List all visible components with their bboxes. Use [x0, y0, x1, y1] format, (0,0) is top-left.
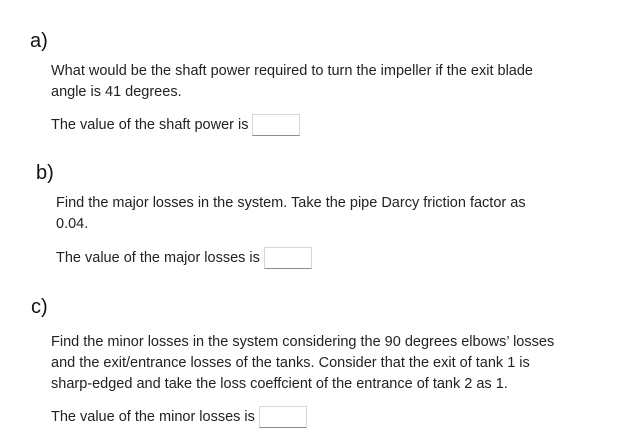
part-b-question: [56, 193, 576, 235]
part-a-answer-prompt: The value of the shaft power is: [51, 116, 249, 133]
part-b-answer-prompt: The value of the major losses is: [56, 249, 260, 266]
part-a-question-line: What would be the shaft power required to turn the impeller if the exit blade: [51, 63, 533, 79]
part-b-label: b): [36, 162, 54, 184]
part-c-answer-input[interactable]: [259, 406, 307, 428]
part-a-label: a): [30, 30, 48, 52]
part-b-answer-input[interactable]: [264, 247, 312, 269]
part-a-question: [51, 61, 571, 103]
part-c-answer-row: [51, 406, 307, 428]
part-c-question-line: and the exit/entrance losses of the tanks. Consider that the exit of tank 1 is: [51, 355, 530, 371]
part-c-label: c): [31, 296, 48, 318]
part-a-answer-row: [51, 114, 300, 136]
part-c-question-line: sharp-edged and take the loss coeffcient of the entrance of tank 2 as 1.: [51, 376, 508, 392]
part-a-question-line: angle is 41 degrees.: [51, 84, 182, 100]
part-b-answer-row: [56, 247, 312, 269]
part-a-answer-input[interactable]: [252, 114, 300, 136]
part-c-question-line: Find the minor losses in the system considering the 90 degrees elbows’ losses: [51, 334, 555, 350]
part-b-question-line: 0.04.: [56, 216, 89, 232]
part-c-question: [51, 332, 591, 395]
part-c-answer-prompt: The value of the minor losses is: [51, 408, 255, 425]
part-b-question-line: Find the major losses in the system. Take the pipe Darcy friction factor as: [56, 195, 526, 211]
